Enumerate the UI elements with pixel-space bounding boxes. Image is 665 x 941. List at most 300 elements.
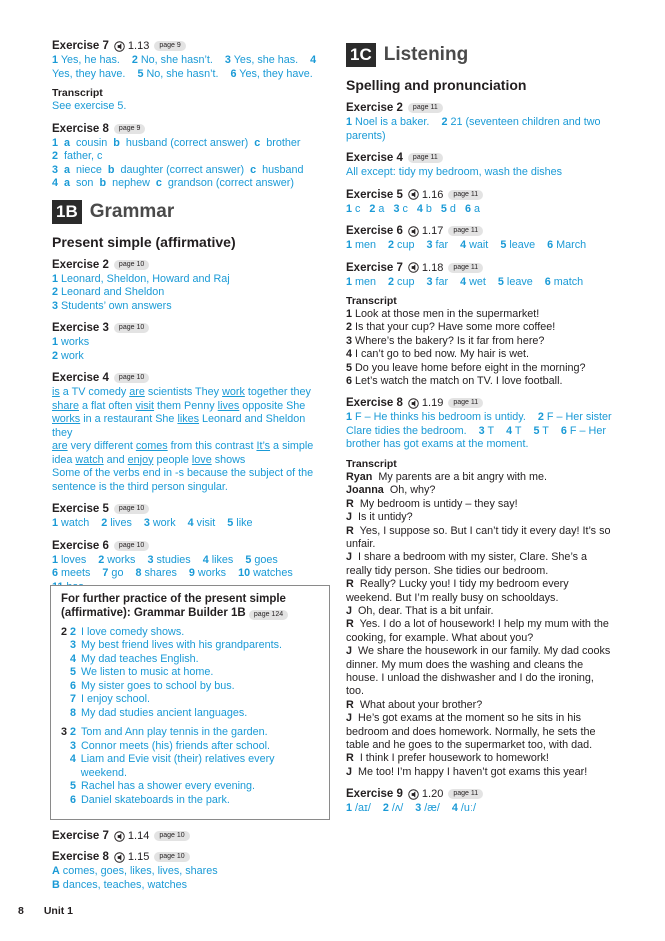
answer-item bbox=[506, 425, 521, 437]
answer-text: Yes, he has. bbox=[58, 54, 120, 66]
answer-number: 1 bbox=[346, 275, 353, 288]
answer-item bbox=[52, 336, 327, 350]
dialogue-line bbox=[346, 511, 614, 524]
answer-item bbox=[132, 54, 213, 66]
answer-number: 2 bbox=[537, 411, 544, 424]
exercise-5-1c bbox=[346, 189, 614, 217]
dialogue-line bbox=[346, 618, 614, 645]
page-number: 8 bbox=[18, 905, 24, 917]
line-text: Is that your cup? Have some more coffee! bbox=[355, 321, 556, 334]
builder-exercise-number bbox=[61, 780, 70, 794]
answer-number: 2 bbox=[52, 349, 59, 362]
exercise-8-1c bbox=[346, 397, 614, 779]
answer-number: 6 bbox=[464, 202, 471, 215]
answer-number: 5 bbox=[70, 780, 77, 792]
answer-text: Daniel skateboards in the park. bbox=[81, 793, 230, 806]
answer-line bbox=[52, 137, 327, 151]
answer-text: Leonard and Sheldon bbox=[58, 286, 165, 298]
answer-item bbox=[465, 203, 480, 215]
page-ref-badge: page 11 bbox=[448, 398, 483, 408]
answer-item bbox=[101, 517, 132, 529]
audio-cd-icon bbox=[114, 831, 125, 842]
answer-text: F – He thinks his bedroom is untidy. bbox=[352, 411, 526, 424]
answer-item bbox=[346, 203, 360, 215]
answer-number: 2 bbox=[70, 726, 77, 738]
page-ref-badge: page 10 bbox=[154, 831, 189, 841]
answer-number: 6 bbox=[560, 424, 567, 437]
answer-number: 4 bbox=[506, 424, 513, 437]
transcript-label: Transcript bbox=[346, 457, 397, 470]
page-ref-badge: page 9 bbox=[114, 124, 145, 134]
answer-list bbox=[346, 116, 614, 143]
line-text: Look at those men in the supermarket! bbox=[355, 308, 540, 320]
page-ref-badge: page 10 bbox=[114, 504, 149, 514]
audio-cd-icon bbox=[114, 852, 125, 863]
answer-text: work bbox=[58, 349, 84, 362]
dialogue-text: We share the housework in our family. My dad cooks dinner. My mum does the washing and cleans the house. I unload the dishwasher and I do the ironing, too. bbox=[346, 645, 611, 698]
exercise-title: Exercise 7 bbox=[52, 40, 109, 52]
option-text: brother bbox=[266, 136, 301, 149]
answer-number: 3 bbox=[70, 639, 77, 651]
answer-item bbox=[388, 239, 414, 251]
transcript-lines bbox=[346, 308, 614, 388]
rich-line bbox=[52, 386, 327, 400]
page-ref-badge: page 11 bbox=[448, 226, 483, 236]
answer-text: far bbox=[432, 239, 449, 251]
plain-text: Leonard and Sheldon they bbox=[52, 413, 306, 439]
exercise-title: Exercise 5 bbox=[346, 188, 403, 201]
topic-heading: Present simple (affirmative) bbox=[52, 233, 236, 250]
answer-item bbox=[346, 276, 376, 288]
answer-item bbox=[346, 802, 371, 814]
answer-number: 2 bbox=[70, 625, 77, 638]
answer-text: match bbox=[550, 275, 584, 288]
answer-line bbox=[52, 567, 327, 581]
dialogue-line bbox=[346, 766, 614, 779]
answer-text: men bbox=[352, 239, 377, 251]
underlined-answers bbox=[52, 386, 327, 467]
plain-text: together they bbox=[244, 386, 311, 398]
page-ref-badge: page 10 bbox=[114, 260, 149, 270]
exercise-5-1b bbox=[52, 503, 327, 531]
exercise-7-1b bbox=[52, 830, 327, 842]
builder-exercise-number bbox=[61, 693, 70, 707]
section-title: Listening bbox=[383, 44, 469, 65]
answer-item bbox=[479, 425, 494, 437]
builder-answer bbox=[61, 653, 321, 667]
answer-item bbox=[346, 239, 376, 251]
underlined-verb: visit bbox=[135, 399, 155, 412]
answer-text: Rachel has a shower every evening. bbox=[81, 780, 256, 792]
transcript-line bbox=[346, 362, 614, 375]
plain-text: a simple bbox=[270, 440, 314, 452]
answer-item bbox=[102, 567, 123, 579]
answer-number: 3 bbox=[478, 424, 485, 437]
page-ref-badge: page 11 bbox=[408, 153, 443, 163]
answer-line bbox=[52, 164, 327, 178]
answer-list bbox=[346, 802, 614, 816]
underlined-verb: comes bbox=[135, 440, 168, 452]
section-header-1b bbox=[52, 200, 327, 224]
exercise-title: Exercise 9 bbox=[346, 788, 403, 801]
answer-item bbox=[52, 554, 86, 566]
underlined-verb: works bbox=[52, 413, 81, 425]
answer-text: works bbox=[58, 336, 90, 348]
answer-list bbox=[346, 239, 614, 253]
answer-number: 1 bbox=[52, 54, 59, 66]
answer-text: b bbox=[422, 202, 432, 215]
plain-text: idea bbox=[52, 453, 76, 466]
answer-text: d bbox=[446, 202, 456, 215]
exercise-title: Exercise 3 bbox=[52, 322, 109, 334]
exercise-7-1a bbox=[52, 40, 327, 114]
builder-exercise-number: 3 bbox=[61, 726, 68, 738]
builder-exercise-number: 2 bbox=[61, 625, 68, 638]
answer-text: meets bbox=[58, 567, 91, 579]
audio-cd-icon bbox=[408, 398, 419, 409]
answer-text: We listen to music at home. bbox=[81, 666, 214, 678]
answer-text: Students’ own answers bbox=[58, 299, 172, 312]
right-column bbox=[346, 40, 614, 825]
builder-answers bbox=[61, 626, 321, 808]
answer-text: F – Her brother has got exams at the moment. bbox=[346, 424, 606, 451]
answer-text: works bbox=[194, 567, 227, 579]
answer-number: 10 bbox=[238, 567, 251, 579]
answer-number: 4 bbox=[202, 553, 209, 566]
transcript-text: See exercise 5. bbox=[52, 100, 127, 112]
answer-number: 1 bbox=[346, 411, 353, 424]
answer-item bbox=[426, 239, 448, 251]
dialogue-text: I think I prefer housework to homework! bbox=[359, 752, 549, 765]
builder-exercise-number bbox=[61, 707, 70, 721]
answer-list bbox=[52, 54, 327, 81]
option-text: nephew bbox=[112, 177, 150, 189]
answer-item bbox=[426, 276, 448, 288]
answer-number: 3 bbox=[393, 202, 400, 215]
answer-text: My dad teaches English. bbox=[81, 652, 199, 665]
answer-item bbox=[533, 425, 548, 437]
answer-text: Liam and Evie visit (their) relatives every weekend. bbox=[80, 753, 275, 779]
answer-list bbox=[346, 276, 614, 290]
builder-exercise-number bbox=[61, 794, 70, 808]
answer-text: leave bbox=[506, 239, 536, 251]
option-letter: 4 bbox=[52, 177, 59, 189]
answer-number: A bbox=[52, 865, 60, 877]
answer-text: Yes, she has. bbox=[230, 54, 299, 66]
answer-text: I love comedy shows. bbox=[81, 625, 185, 638]
dialogue-line bbox=[346, 712, 614, 752]
answer-text: /uː/ bbox=[457, 802, 476, 815]
answer-text: likes bbox=[208, 553, 234, 566]
answer-text: Yes, they have. bbox=[52, 67, 126, 80]
exercise-4-1c bbox=[346, 152, 614, 180]
exercise-title: Exercise 8 bbox=[52, 851, 109, 863]
dialogue-text: My bedroom is untidy – they say! bbox=[359, 497, 518, 510]
answer-item bbox=[547, 239, 586, 251]
transcript-line bbox=[346, 375, 614, 388]
builder-answer bbox=[61, 740, 321, 754]
underlined-verb: is bbox=[52, 386, 60, 398]
dialogue-line bbox=[346, 498, 614, 511]
answer-item bbox=[203, 554, 234, 566]
rich-line bbox=[52, 413, 327, 440]
builder-title: For further practice of the present simple (affirmative): Grammar Builder 1B bbox=[61, 592, 286, 619]
unit-code-box: 1C bbox=[346, 43, 376, 67]
option-letter: a bbox=[64, 177, 71, 189]
answer-item bbox=[225, 54, 298, 66]
underlined-verb: enjoy bbox=[127, 453, 154, 466]
dialogue-line bbox=[346, 699, 614, 712]
exercise-3-1b bbox=[52, 322, 327, 363]
transcript-label: Transcript bbox=[346, 295, 397, 307]
builder-exercise-number bbox=[61, 753, 70, 780]
answer-number: 4 bbox=[69, 753, 76, 765]
answer-text: My sister goes to school by bus. bbox=[81, 679, 235, 692]
speaker-name: R bbox=[346, 618, 354, 631]
answer-number: 3 bbox=[426, 275, 433, 288]
answer-text: Leonard, Sheldon, Howard and Raj bbox=[58, 272, 230, 285]
answer-list bbox=[52, 273, 327, 314]
builder-exercise bbox=[61, 726, 321, 807]
answer-item bbox=[137, 68, 218, 80]
answer-text: cup bbox=[394, 239, 415, 251]
answer-number: 6 bbox=[70, 679, 77, 692]
answer-item bbox=[452, 802, 476, 814]
plain-text: scientists They bbox=[144, 386, 223, 398]
line-number: 1 bbox=[346, 308, 353, 320]
answer-list bbox=[52, 517, 327, 531]
builder-exercise-number bbox=[61, 666, 70, 680]
speaker-name: J bbox=[346, 712, 353, 725]
answer-item bbox=[460, 239, 488, 251]
underlined-verb: are bbox=[52, 440, 68, 452]
answer-text: dances, teaches, watches bbox=[59, 878, 188, 891]
answer-text: loves bbox=[58, 553, 87, 566]
underlined-verb: lives bbox=[217, 399, 240, 412]
answer-number: 9 bbox=[188, 567, 195, 579]
answer-item bbox=[346, 411, 526, 423]
builder-answer bbox=[61, 626, 321, 640]
option-letter: 1 bbox=[52, 136, 59, 149]
answer-number: 1 bbox=[346, 202, 353, 215]
answer-text: work bbox=[149, 517, 176, 529]
answer-item bbox=[52, 273, 327, 287]
answer-text: wet bbox=[466, 275, 486, 288]
exercise-title: Exercise 4 bbox=[52, 372, 109, 384]
answer-number: 5 bbox=[500, 239, 507, 251]
answer-item bbox=[52, 567, 90, 579]
transcript-line bbox=[346, 308, 614, 321]
answer-text: watch bbox=[58, 517, 90, 529]
answer-text: a bbox=[375, 202, 385, 215]
answer-number: 6 bbox=[230, 67, 237, 80]
plain-text: in a restaurant She bbox=[80, 413, 178, 425]
speaker-name: R bbox=[346, 698, 354, 711]
answer-item bbox=[227, 517, 252, 529]
answer-number: 5 bbox=[533, 424, 540, 437]
page-ref-badge: page 11 bbox=[448, 263, 483, 273]
audio-track: 1.19 bbox=[421, 397, 444, 410]
answer-number: 3 bbox=[426, 239, 433, 251]
dialogue-line bbox=[346, 578, 614, 605]
answer-item bbox=[52, 865, 327, 879]
dialogue-line bbox=[346, 484, 614, 497]
builder-exercise-number bbox=[61, 680, 70, 694]
answer-text: I enjoy school. bbox=[81, 693, 151, 705]
answer-text: Tom and Ann play tennis in the garden. bbox=[81, 726, 268, 738]
exercise-7-1c bbox=[346, 262, 614, 389]
transcript-line bbox=[346, 335, 614, 348]
dialogue-text: What about your brother? bbox=[359, 698, 483, 711]
answer-text: /aɪ/ bbox=[352, 802, 371, 815]
answer-item bbox=[147, 554, 190, 566]
option-letter: c bbox=[250, 163, 257, 176]
grammar-builder-box bbox=[50, 585, 330, 821]
dialogue-line bbox=[346, 645, 614, 699]
transcript-label: Transcript bbox=[52, 87, 103, 99]
page-ref-badge: page 124 bbox=[249, 610, 288, 620]
dialogue-text: Oh, why? bbox=[389, 484, 436, 497]
audio-track: 1.18 bbox=[421, 261, 444, 274]
answer-list bbox=[346, 203, 614, 217]
builder-answer bbox=[61, 693, 321, 707]
answer-text: watches bbox=[250, 567, 293, 579]
answer-text: No, she hasn’t. bbox=[143, 67, 219, 80]
answer-number: 8 bbox=[70, 706, 77, 719]
answer-text: T bbox=[484, 424, 495, 437]
answer-number: 6 bbox=[52, 567, 59, 579]
exercise-note: Some of the verbs end in -s because the subject of the sentence is the third person singular. bbox=[52, 467, 314, 493]
page-ref-badge: page 10 bbox=[154, 852, 189, 862]
answer-number: 4 bbox=[310, 54, 317, 66]
option-text: grandson (correct answer) bbox=[167, 177, 294, 189]
plain-text: from this contrast bbox=[167, 440, 257, 452]
builder-answer bbox=[61, 639, 321, 653]
answer-item bbox=[417, 203, 432, 215]
dialogue-line bbox=[346, 525, 614, 552]
answer-number: 4 bbox=[460, 239, 467, 251]
page-ref-badge: page 11 bbox=[448, 789, 483, 799]
answer-item bbox=[52, 54, 120, 66]
speaker-name: J bbox=[346, 511, 353, 524]
answer-text: shares bbox=[141, 567, 177, 579]
exercise-title: Exercise 6 bbox=[346, 225, 403, 237]
answer-text: far bbox=[432, 275, 449, 288]
underlined-verb: watch bbox=[75, 453, 104, 466]
answer-text: c bbox=[352, 202, 361, 215]
answer-number: 4 bbox=[460, 275, 467, 288]
line-text: I can’t go to bed now. My hair is wet. bbox=[355, 348, 530, 361]
answer-text: /ʌ/ bbox=[388, 802, 404, 815]
plain-text: a TV comedy bbox=[59, 386, 130, 398]
answer-number: 4 bbox=[416, 202, 423, 215]
exercise-title: Exercise 2 bbox=[346, 102, 403, 114]
audio-cd-icon bbox=[408, 226, 419, 237]
dialogue-text: I share a bedroom with my sister, Clare. She’s a really tidy person. She tidies our bedroom. bbox=[346, 551, 588, 577]
plain-text: opposite She bbox=[239, 399, 306, 412]
audio-track: 1.16 bbox=[421, 188, 444, 201]
option-letter: a bbox=[64, 136, 71, 149]
option-text: husband (correct answer) bbox=[125, 136, 249, 149]
plain-text: shows bbox=[211, 453, 246, 466]
builder-answer bbox=[61, 666, 321, 680]
answer-number: 5 bbox=[497, 275, 504, 288]
unit-code-box: 1B bbox=[52, 200, 82, 224]
answer-text: men bbox=[352, 275, 377, 288]
line-number: 2 bbox=[346, 321, 353, 334]
audio-cd-icon bbox=[408, 189, 419, 200]
audio-track: 1.14 bbox=[127, 830, 150, 842]
section-header-1c bbox=[346, 43, 614, 67]
answer-item bbox=[415, 802, 440, 814]
underlined-verb: love bbox=[191, 453, 212, 466]
speaker-name: R bbox=[346, 497, 354, 510]
answer-number: 6 bbox=[70, 793, 77, 806]
option-letter: b bbox=[113, 136, 120, 149]
speaker-name: J bbox=[346, 645, 353, 658]
answer-text: My best friend lives with his grandparents. bbox=[81, 639, 283, 651]
answer-item bbox=[52, 879, 327, 893]
page-ref-badge: page 10 bbox=[114, 323, 149, 333]
dialogue-text: Really? Lucky you! I tidy my bedroom every weekend. But I’m really busy on schooldays. bbox=[346, 578, 569, 604]
line-number: 3 bbox=[346, 334, 353, 347]
answer-text: Connor meets (his) friends after school. bbox=[81, 739, 271, 752]
exercise-2-1b bbox=[52, 259, 327, 314]
answer-text: c bbox=[399, 202, 408, 215]
builder-answer bbox=[61, 680, 321, 694]
answer-number: 7 bbox=[70, 693, 77, 705]
section-title: Grammar bbox=[89, 200, 175, 222]
option-letter: b bbox=[99, 177, 107, 189]
answer-number: 3 bbox=[52, 299, 59, 312]
answer-text: go bbox=[108, 567, 124, 579]
answer-item bbox=[52, 517, 89, 529]
line-number: 6 bbox=[346, 375, 353, 388]
line-text: Let’s watch the match on TV. I love football. bbox=[355, 375, 563, 388]
dialogue-line bbox=[346, 752, 614, 765]
option-letter: 2 bbox=[52, 150, 59, 162]
answer-number: 2 bbox=[131, 54, 138, 66]
option-letter: a bbox=[64, 163, 71, 176]
answer-number: 2 bbox=[52, 286, 59, 298]
option-text: daughter (correct answer) bbox=[120, 163, 245, 176]
answer-text: 21 (seventeen children and two parents) bbox=[346, 116, 601, 142]
line-number: 4 bbox=[346, 348, 353, 361]
answer-number: 1 bbox=[52, 517, 59, 529]
exercise-title: Exercise 2 bbox=[52, 258, 109, 271]
page-ref-badge: page 11 bbox=[408, 103, 443, 113]
speaker-name: J bbox=[346, 551, 353, 564]
answer-item bbox=[230, 68, 312, 80]
answer-number: 3 bbox=[147, 553, 154, 566]
option-letter: c bbox=[254, 136, 261, 149]
exercise-2-1c bbox=[346, 102, 614, 143]
answer-item bbox=[188, 517, 216, 529]
audio-track: 1.17 bbox=[421, 225, 444, 237]
dialogue-text: Yes, I suppose so. But I can’t tidy it every day! It’s so unfair. bbox=[346, 524, 611, 550]
page-ref-badge: page 10 bbox=[114, 541, 149, 551]
dialogue-text: Oh, dear. That is a bit unfair. bbox=[358, 605, 494, 617]
answer-item bbox=[238, 567, 293, 579]
underlined-verb: work bbox=[222, 386, 245, 398]
answer-item bbox=[460, 276, 486, 288]
answer-number: 5 bbox=[227, 517, 234, 529]
transcript-line bbox=[346, 321, 614, 334]
audio-cd-icon bbox=[408, 262, 419, 273]
speaker-name: J bbox=[346, 765, 353, 778]
exercise-8-1b bbox=[52, 851, 327, 892]
answer-number: 8 bbox=[135, 567, 142, 579]
